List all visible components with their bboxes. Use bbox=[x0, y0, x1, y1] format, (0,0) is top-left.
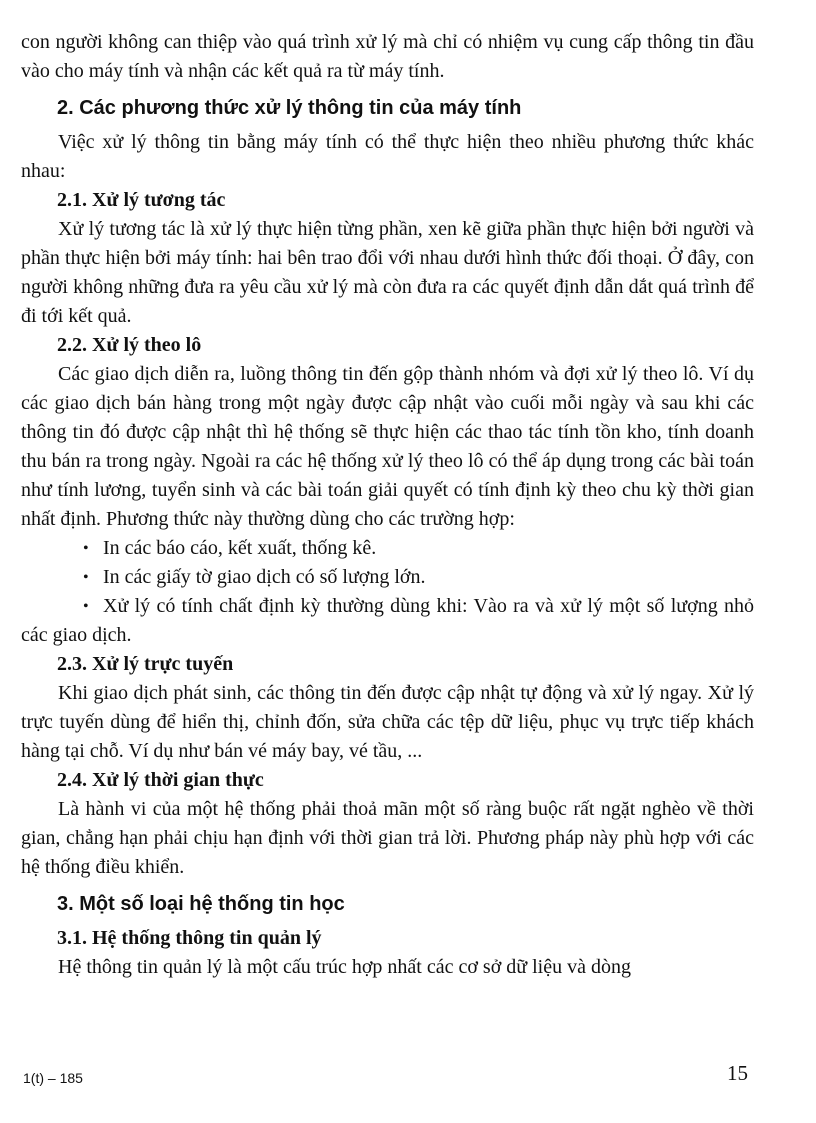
subsection-2-2-text: Các giao dịch diễn ra, luồng thông tin đến gộp thành nhóm và đợi xử lý theo lô. Ví dụ các giao dịch bán hàng trong một ngày được cập nhật vào cuối mỗi ngày và sau khi các thông tin đó được cập nhật thì hệ thống sẽ thực hiện các thao tác tính tồn kho, tính doanh thu bán ra trong ngày. Ngoài ra các hệ thống xử lý theo lô có thể áp dụng trong các bài toán như tính lương, tuyển sinh và các bài toán giải quyết có tính định kỳ theo chu kỳ thời gian nhất định. Phương thức này thường dùng cho các trường hợp: bbox=[21, 363, 754, 530]
intro-paragraph: con người không can thiệp vào quá trình xử lý mà chỉ có nhiệm vụ cung cấp thông tin đầu vào cho máy tính và nhận các kết quả ra từ máy tính. bbox=[21, 31, 754, 82]
subsection-2-1-heading: 2.1. Xử lý tương tác bbox=[57, 189, 226, 211]
bullet-item-1 bbox=[83, 534, 754, 563]
subsection-2-2-heading: 2.2. Xử lý theo lô bbox=[57, 334, 202, 356]
section-2-intro: Việc xử lý thông tin bằng máy tính có thể thực hiện theo nhiều phương thức khác nhau: bbox=[21, 131, 754, 182]
section-3-heading: 3. Một số loại hệ thống tin học bbox=[57, 893, 345, 915]
subsection-2-1-text: Xử lý tương tác là xử lý thực hiện từng phần, xen kẽ giữa phần thực hiện bởi người và phần thực hiện bởi máy tính: hai bên trao đổi với nhau dưới hình thức đối thoại. Ở đây, con người không những đưa ra yêu cầu xử lý mà còn đưa ra các quyết định dẫn dắt quá trình để đi tới kết quả. bbox=[21, 218, 754, 327]
bullet-icon: • bbox=[83, 540, 89, 557]
subsection-2-3-heading: 2.3. Xử lý trực tuyến bbox=[57, 653, 234, 675]
bullet-icon: • bbox=[83, 569, 89, 586]
bullet-item-3 bbox=[21, 592, 754, 650]
bullet-item-text: In các giấy tờ giao dịch có số lượng lớn. bbox=[103, 566, 426, 588]
bullet-item-text: Xử lý có tính chất định kỳ thường dùng khi: Vào ra và xử lý một số lượng nhỏ các giao dịch. bbox=[21, 595, 754, 646]
page-number: 15 bbox=[727, 1061, 748, 1085]
subsection-2-4-text: Là hành vi của một hệ thống phải thoả mãn một số ràng buộc rất ngặt nghèo về thời gian, chẳng hạn phải chịu hạn định với thời gian trả lời. Phương pháp này phù hợp với các hệ thống điều khiển. bbox=[21, 798, 754, 878]
section-2-heading: 2. Các phương thức xử lý thông tin của máy tính bbox=[57, 97, 522, 119]
bullet-item-text: In các báo cáo, kết xuất, thống kê. bbox=[103, 537, 377, 559]
subsection-2-4-heading: 2.4. Xử lý thời gian thực bbox=[57, 769, 264, 791]
subsection-2-3-text: Khi giao dịch phát sinh, các thông tin đến được cập nhật tự động và xử lý ngay. Xử lý trực tuyến dùng để hiển thị, chỉnh đốn, sửa chữa các tệp dữ liệu, phục vụ trực tiếp khách hàng tại chỗ. Ví dụ như bán vé máy bay, vé tầu, ... bbox=[21, 682, 754, 762]
bullet-icon: • bbox=[83, 598, 89, 615]
subsection-3-1-heading: 3.1. Hệ thống thông tin quản lý bbox=[57, 927, 322, 949]
footer-code: 1(t) – 185 bbox=[23, 1070, 83, 1086]
subsection-3-1-text: Hệ thông tin quản lý là một cấu trúc hợp nhất các cơ sở dữ liệu và dòng bbox=[58, 956, 631, 978]
page-content bbox=[21, 28, 754, 982]
bullet-item-2 bbox=[83, 563, 754, 592]
